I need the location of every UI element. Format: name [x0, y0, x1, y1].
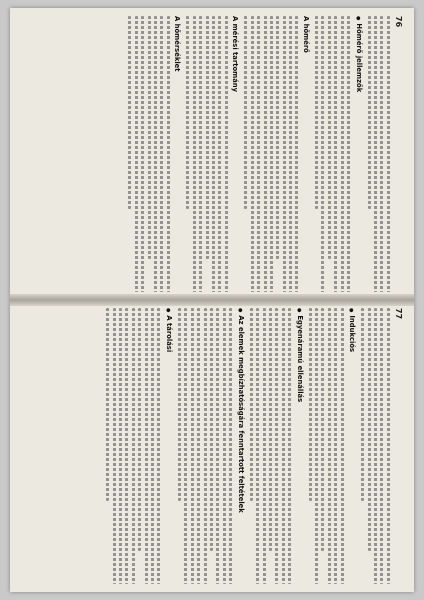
text-line [167, 16, 170, 292]
text-line [132, 308, 135, 584]
section-heading: A hőmérő [302, 16, 311, 53]
right-page-column [22, 308, 402, 584]
text-line [309, 308, 312, 501]
left-page [10, 8, 414, 300]
text-block [250, 308, 291, 584]
text-line [256, 308, 259, 584]
text-line [289, 16, 292, 292]
text-line [288, 308, 291, 584]
text-line [128, 16, 131, 209]
page-number: 76 [394, 16, 403, 28]
text-line [275, 308, 278, 584]
text-line [119, 308, 122, 584]
text-line [184, 308, 187, 584]
text-line [135, 16, 138, 292]
text-line [154, 16, 157, 292]
text-block [309, 308, 344, 584]
text-line [160, 16, 163, 292]
text-line [199, 16, 202, 292]
book-gutter [10, 294, 414, 306]
text-line [145, 308, 148, 584]
text-line [283, 16, 286, 292]
open-book [10, 8, 414, 592]
text-line [315, 308, 318, 584]
section-heading: A hőmérséklet [173, 16, 182, 72]
text-line [225, 16, 228, 292]
text-line [257, 16, 260, 292]
text-line [282, 308, 285, 584]
text-line [341, 16, 344, 292]
text-line [250, 308, 253, 501]
text-line [276, 16, 279, 259]
text-line [223, 308, 226, 584]
text-line [328, 16, 331, 259]
text-line [191, 308, 194, 584]
text-line [374, 16, 377, 292]
text-block [186, 16, 227, 292]
text-line [334, 16, 337, 292]
section-heading: ● Az elemek megbízhatóságára fenntartott feltételek [236, 308, 245, 584]
text-line [270, 16, 273, 292]
section-heading: ● Hőmérő jellemzők [353, 16, 362, 292]
text-line [229, 308, 232, 584]
text-block [361, 308, 390, 584]
text-line [380, 16, 383, 292]
text-line [113, 308, 116, 584]
section-heading: ● A tárolási [164, 308, 173, 584]
text-line [197, 308, 200, 584]
text-line [193, 16, 196, 292]
text-line [244, 16, 247, 209]
text-line [315, 16, 318, 209]
section-heading: A mérési tartomány [231, 16, 240, 93]
text-line [295, 16, 298, 292]
left-page-column [22, 16, 402, 292]
right-page [10, 300, 414, 592]
text-line [106, 308, 109, 501]
text-line [178, 308, 181, 501]
text-line [204, 308, 207, 584]
text-line [125, 308, 128, 584]
text-line [269, 308, 272, 551]
text-line [264, 16, 267, 292]
text-line [151, 308, 154, 584]
text-block [368, 16, 390, 292]
text-block [315, 16, 350, 292]
text-line [141, 16, 144, 292]
text-line [157, 308, 160, 584]
text-line [387, 308, 390, 584]
text-line [206, 16, 209, 259]
text-block [244, 16, 298, 292]
page-number: 77 [394, 308, 403, 320]
text-line [328, 308, 331, 584]
text-line [321, 16, 324, 292]
text-block [106, 308, 160, 584]
text-line [387, 16, 390, 292]
text-line [321, 308, 324, 551]
text-line [251, 16, 254, 292]
text-line [368, 16, 371, 209]
text-block [178, 308, 232, 584]
text-line [334, 308, 337, 584]
text-line [263, 308, 266, 584]
text-block [128, 16, 169, 292]
section-heading: ● Indukciós [347, 308, 356, 584]
text-line [186, 16, 189, 209]
text-line [380, 308, 383, 584]
text-line [374, 308, 377, 584]
text-line [368, 308, 371, 551]
text-line [138, 308, 141, 551]
text-line [148, 16, 151, 259]
text-line [210, 308, 213, 551]
text-line [218, 16, 221, 292]
text-line [347, 16, 350, 292]
text-line [361, 308, 364, 501]
text-line [212, 16, 215, 292]
text-line [341, 308, 344, 584]
text-line [216, 308, 219, 584]
section-heading: ● Egyenáramú ellenállás [294, 308, 303, 584]
